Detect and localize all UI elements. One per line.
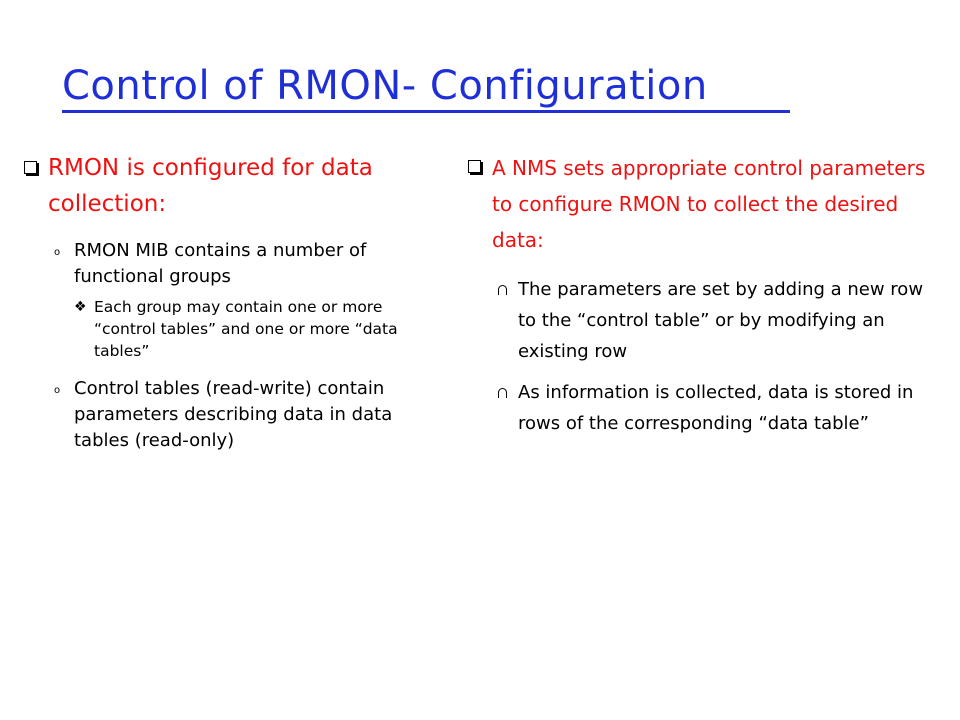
list-item-text: As information is collected, data is stored in rows of the corresponding “data table”	[518, 382, 914, 434]
slide-title: Control of RMON- Configuration	[62, 63, 708, 109]
list-item	[468, 274, 938, 367]
circle-bullet-icon: o	[54, 385, 61, 396]
list-item-text: Control tables (read-write) contain parameters describing data in data tables (read-only)	[74, 378, 393, 451]
left-heading: RMON is configured for data collection:	[48, 155, 373, 217]
arch-bullet-icon	[498, 285, 507, 295]
square-bullet-icon	[24, 161, 37, 174]
arch-bullet-icon	[498, 388, 507, 398]
list-item-text: The parameters are set by adding a new row to the “control table” or by modifying an existing row	[518, 279, 924, 362]
list-item	[468, 377, 938, 439]
left-sub-list	[24, 238, 444, 454]
sub-list-item	[74, 296, 444, 362]
left-heading-item	[24, 150, 444, 222]
sub-list-item-text: Each group may contain one or more “control tables” and one or more “data tables”	[94, 298, 398, 360]
list-item	[24, 238, 444, 362]
list-item	[24, 376, 444, 454]
right-sub-list	[468, 274, 938, 439]
list-item-text: RMON MIB contains a number of functional groups	[74, 240, 367, 287]
circle-bullet-icon: o	[54, 247, 61, 258]
right-heading: A NMS sets appropriate control parameters to configure RMON to collect the desired data:	[492, 156, 926, 252]
left-column	[24, 150, 444, 468]
square-bullet-icon	[468, 160, 481, 173]
right-heading-item	[468, 150, 938, 258]
right-column	[468, 150, 938, 449]
diamond-bullet-icon: ❖	[74, 299, 87, 315]
title-underline	[62, 110, 790, 113]
